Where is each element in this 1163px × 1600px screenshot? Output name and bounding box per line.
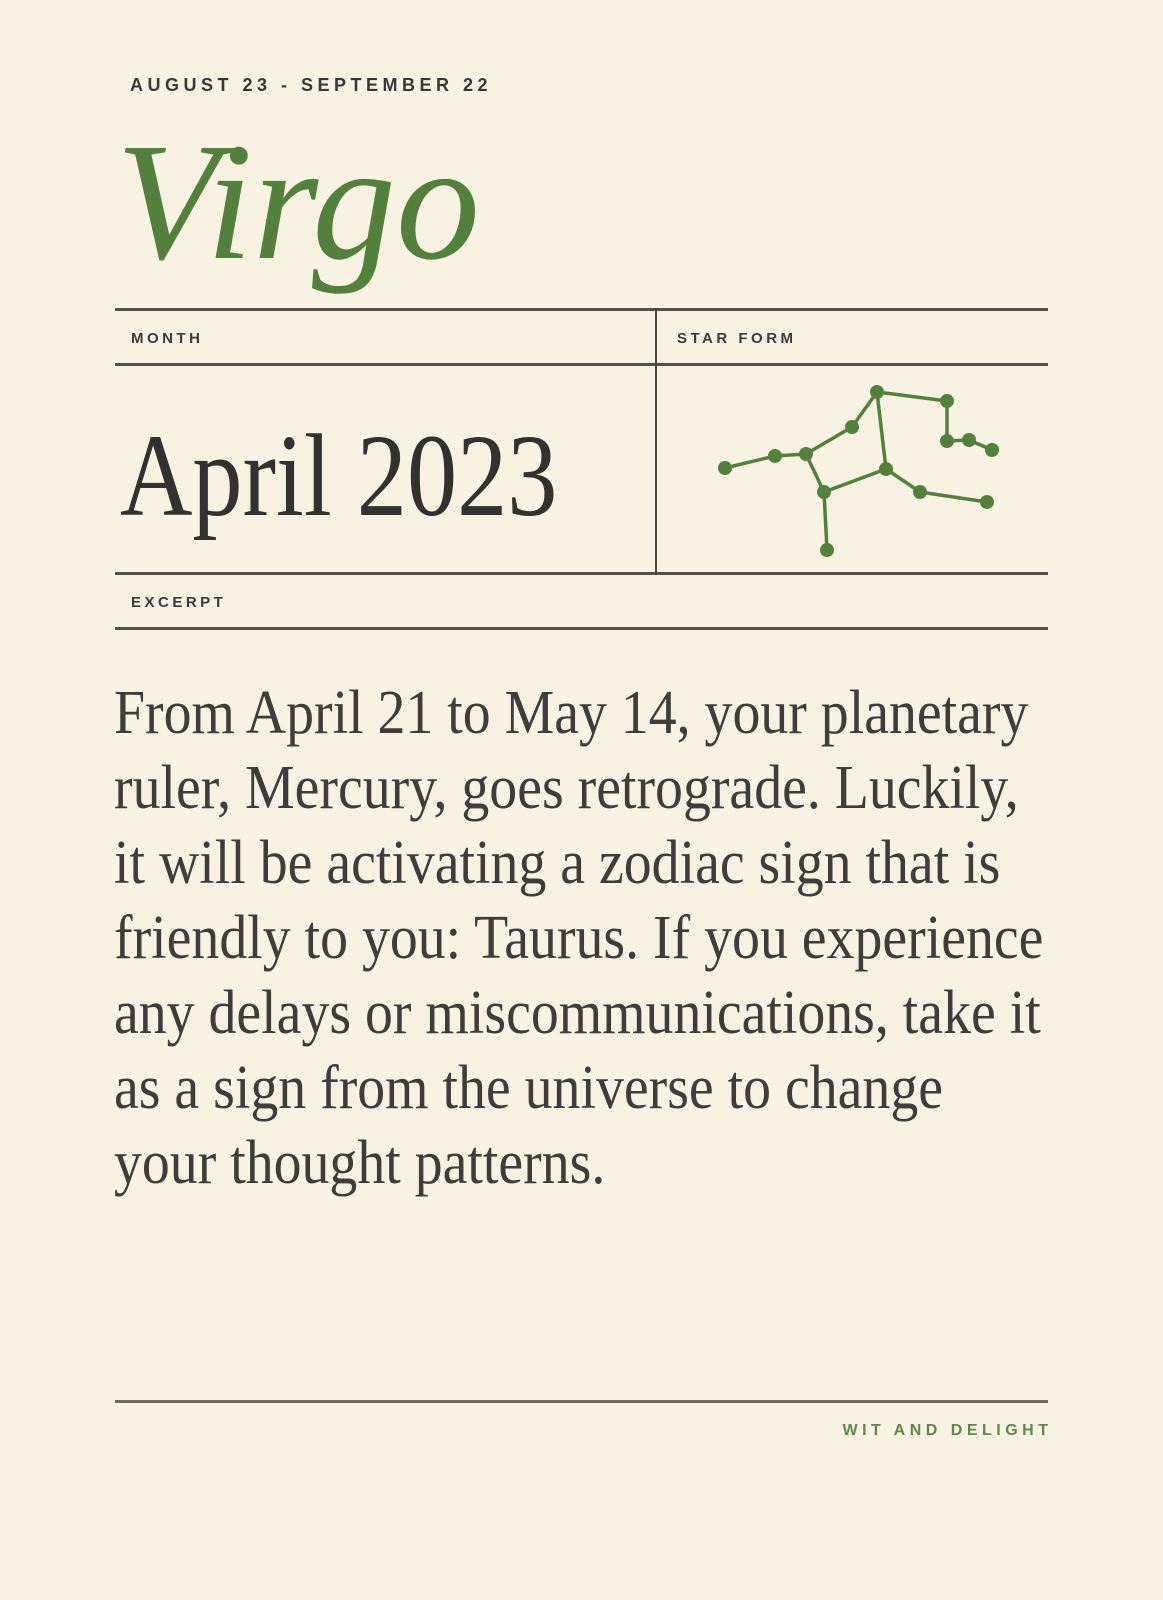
virgo-constellation-icon <box>680 370 1010 570</box>
month-value: April 2023 <box>120 410 558 541</box>
table-column-divider <box>655 308 657 575</box>
month-column-header: MONTH <box>131 330 204 347</box>
excerpt-paragraph <box>114 676 1074 1201</box>
table-rule-top <box>115 308 1048 311</box>
footer-rule <box>115 1400 1048 1403</box>
excerpt-line: ruler, Mercury, goes retrograde. Luckily, <box>114 754 1019 822</box>
date-range-label: AUGUST 23 - SEPTEMBER 22 <box>130 75 493 95</box>
excerpt-line: your thought patterns. <box>114 1129 606 1197</box>
excerpt-line: it will be activating a zodiac sign that is <box>114 829 1001 897</box>
star-form-column-header: STAR FORM <box>677 330 797 347</box>
excerpt-section-label: EXCERPT <box>131 594 227 611</box>
table-rule-row-bottom <box>115 572 1048 575</box>
table-rule-header-bottom <box>115 363 1048 366</box>
excerpt-line: any delays or miscommunications, take it <box>114 979 1041 1047</box>
table-rule-excerpt-bottom <box>115 627 1048 630</box>
excerpt-line: as a sign from the universe to change <box>114 1054 943 1122</box>
excerpt-line: friendly to you: Taurus. If you experience <box>114 904 1044 972</box>
excerpt-line: From April 21 to May 14, your planetary <box>114 679 1029 747</box>
sign-name-heading: Virgo <box>116 109 480 295</box>
brand-wordmark: WIT AND DELIGHT <box>842 1422 1053 1439</box>
